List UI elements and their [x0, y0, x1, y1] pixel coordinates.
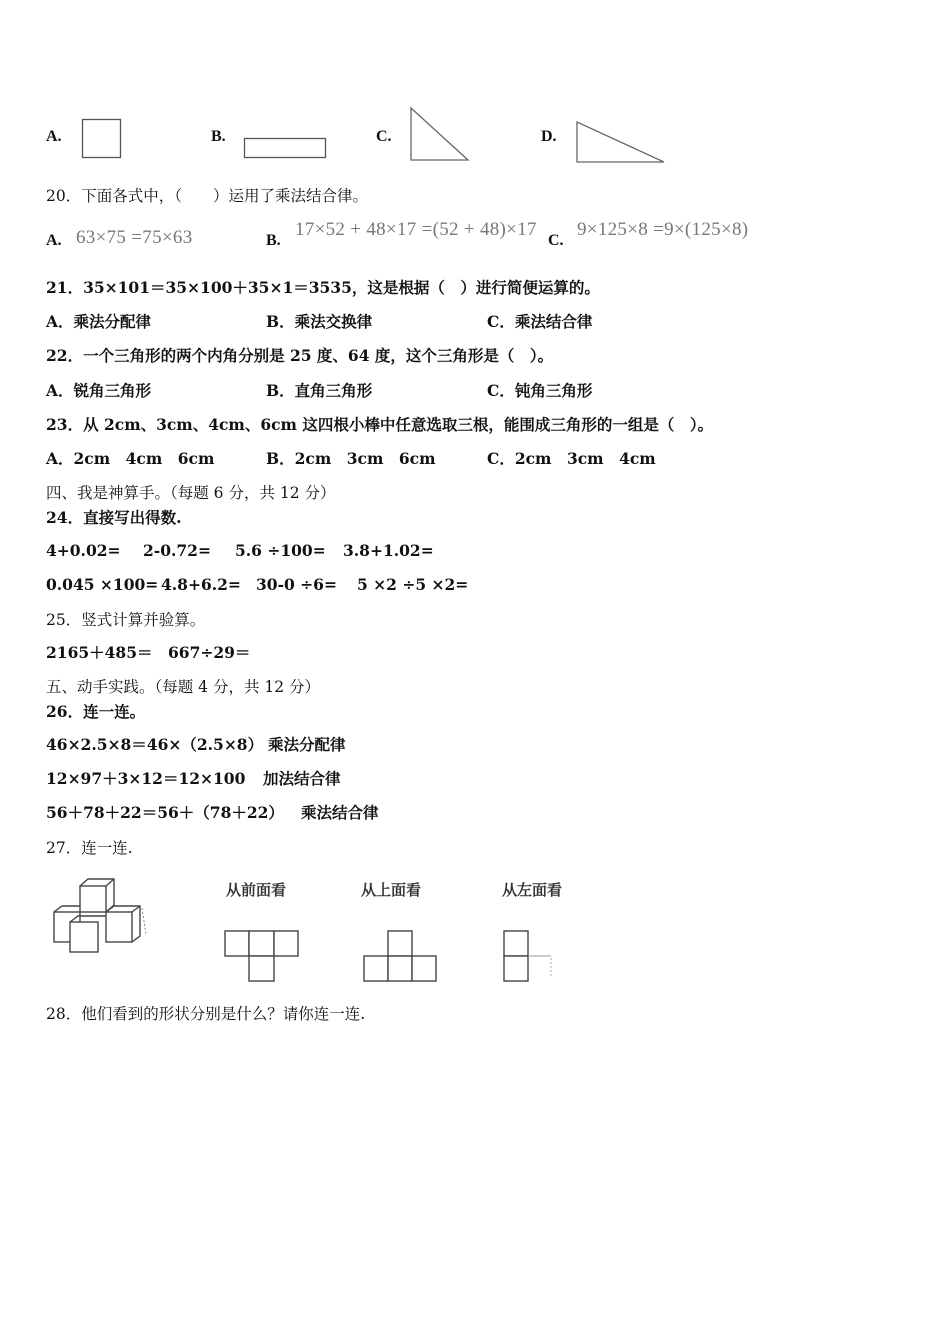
q20-option-a-formula: 63×75 =75×63 — [76, 227, 193, 248]
inverted-t-shape-view — [363, 930, 441, 984]
q24-item: 4.8+6.2= — [161, 575, 241, 594]
rectangle-shape — [244, 138, 328, 160]
q26-right-item: 加法结合律 — [263, 769, 341, 788]
q21-option-b: B．乘法交换律 — [266, 312, 373, 331]
q19-option-c-label: C. — [376, 128, 392, 145]
view-title-left: 从左面看 — [502, 881, 563, 899]
q21-option-c: C．乘法结合律 — [487, 312, 593, 331]
q24-item: 4+0.02= — [46, 541, 121, 560]
q26-left-item: 46×2.5×8＝46×（2.5×8） — [46, 735, 264, 754]
q20-stem: 20．下面各式中，（ ）运用了乘法结合律。 — [46, 187, 368, 205]
view-title-top: 从上面看 — [361, 881, 422, 899]
q22-stem: 22．一个三角形的两个内角分别是 25 度、64 度，这个三角形是（ ）。 — [46, 346, 554, 365]
l-shape-view — [503, 930, 559, 984]
section-5-heading: 五、动手实践。（每题 4 分，共 12 分） — [46, 678, 321, 696]
q24-item: 5.6 ÷100= — [235, 541, 326, 560]
q24-item: 2-0.72= — [143, 541, 211, 560]
section-4-heading: 四、我是神算手。（每题 6 分，共 12 分） — [46, 484, 336, 502]
q19-option-a-label: A. — [46, 128, 62, 145]
q23-option-a: A．2cm 4cm 6cm — [46, 449, 215, 468]
q23-stem: 23．从 2cm、3cm、4cm、6cm 这四根小棒中任意选取三根，能围成三角形的一组是（ ）。 — [46, 415, 714, 434]
q23-option-b: B．2cm 3cm 6cm — [266, 449, 436, 468]
q20-option-c-label: C. — [548, 232, 564, 249]
q26-right-item: 乘法分配律 — [268, 735, 346, 754]
q21-stem: 21．35×101＝35×100＋35×1＝3535，这是根据（ ）进行简便运算的。 — [46, 278, 600, 297]
right-triangle-tall-shape — [409, 106, 471, 162]
q19-option-b-label: B. — [211, 128, 226, 145]
right-triangle-flat-shape — [575, 120, 667, 164]
cube-stack-figure — [48, 876, 148, 956]
q24-item: 30-0 ÷6= — [256, 575, 337, 594]
q27-stem: 27．连一连. — [46, 839, 133, 857]
q23-option-c: C．2cm 3cm 4cm — [487, 449, 656, 468]
q22-option-a: A．锐角三角形 — [46, 381, 152, 400]
q20-option-c-formula: 9×125×8 =9×(125×8) — [577, 219, 749, 240]
q28-stem: 28．他们看到的形状分别是什么？请你连一连. — [46, 1005, 366, 1023]
q22-option-c: C．钝角三角形 — [487, 381, 593, 400]
q25-stem: 25．竖式计算并验算。 — [46, 611, 206, 629]
q24-item: 5 ×2 ÷5 ×2= — [357, 575, 469, 594]
view-title-front: 从前面看 — [226, 881, 287, 899]
q26-stem: 26．连一连。 — [46, 702, 146, 721]
q24-stem: 24．直接写出得数. — [46, 508, 182, 527]
q25-items: 2165＋485＝ 667÷29＝ — [46, 643, 251, 662]
q20-option-b-formula: 17×52 + 48×17 =(52 + 48)×17 — [295, 219, 537, 240]
q26-left-item: 12×97＋3×12＝12×100 — [46, 769, 246, 788]
q20-option-b-label: B. — [266, 232, 281, 249]
q22-option-b: B．直角三角形 — [266, 381, 373, 400]
q26-left-item: 56＋78＋22＝56＋（78＋22） — [46, 803, 284, 822]
q21-option-a: A．乘法分配律 — [46, 312, 152, 331]
t-shape-view — [224, 930, 302, 984]
q26-right-item: 乘法结合律 — [301, 803, 379, 822]
square-shape — [82, 119, 122, 159]
q19-option-d-label: D. — [541, 128, 557, 145]
q24-item: 3.8+1.02= — [343, 541, 434, 560]
q20-option-a-label: A. — [46, 232, 62, 249]
q24-item: 0.045 ×100= — [46, 575, 159, 594]
